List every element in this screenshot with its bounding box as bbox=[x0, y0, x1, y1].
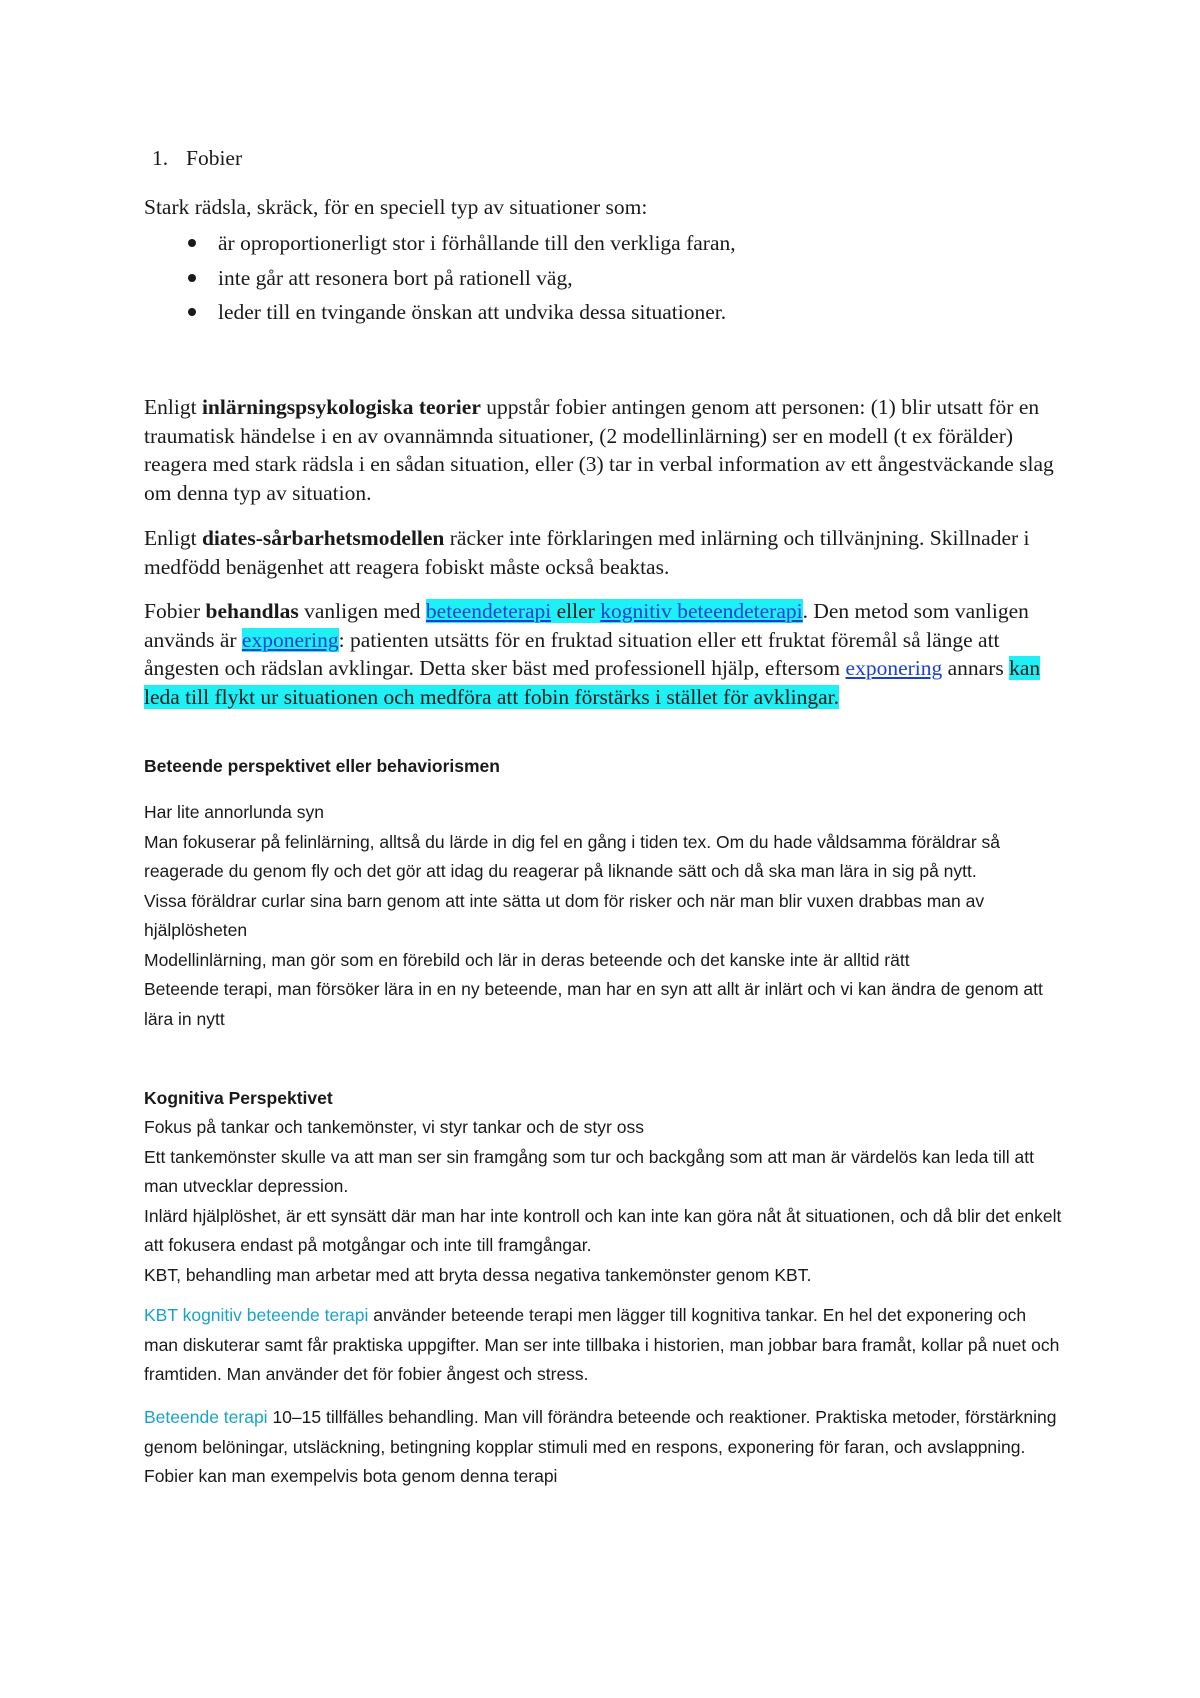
text-line: Vissa föräldrar curlar sina barn genom att inte sätta ut dom för risker och när man blir vuxen drabbas man av hjälplösheten bbox=[144, 890, 985, 940]
link-kognitiv-beteendeterapi[interactable]: kognitiv beteendeterapi bbox=[600, 599, 803, 623]
text-line: Fokus på tankar och tankemönster, vi styr tankar och de styr oss bbox=[144, 1117, 644, 1137]
text-line: Inlärd hjälplöshet, är ett synsätt där man har inte kontroll och kan inte kan göra nåt åt situationen, och då blir det enkelt att fokusera endast på motgångar och inte till framgångar. bbox=[144, 1205, 1062, 1255]
text-line: Modellinlärning, man gör som en förebild och lär in deras beteende och det kanske inte är alltid rätt bbox=[144, 949, 910, 970]
bullet-list bbox=[144, 229, 1044, 333]
list-number: 1. bbox=[152, 146, 169, 170]
paragraph-treatment bbox=[144, 597, 1064, 711]
list-item: är oproportionerligt stor i förhållande till den verkliga faran, bbox=[144, 229, 1044, 264]
text-line: Man fokuserar på felinlärning, alltså du lärde in dig fel en gång i tiden tex. Om du hade våldsamma föräldrar så reagerade du genom fly och det gör att idag du reagerar på liknande sätt och då ska man lära in sig på nytt. bbox=[144, 831, 1001, 881]
text-line: KBT, behandling man arbetar med att bryta dessa negativa tankemönster genom KBT. bbox=[144, 1264, 812, 1285]
para1-rest: uppstår fobier antingen genom att personen: (1) blir utsatt för en traumatisk händelse i en av ovannämnda situationer, (2 modellinlärning) ser en modell (t ex förälder) reagera med stark rädsla i en sådan situation, eller (3) tar in verbal information av ett ångestväckande slag om denna typ av situation. bbox=[144, 395, 1054, 505]
kbt-label: KBT kognitiv beteende terapi bbox=[144, 1305, 369, 1325]
paragraph-diathesis bbox=[144, 524, 1064, 581]
section-cognitive-body bbox=[144, 1113, 1064, 1290]
para3-text: Fobier bbox=[144, 599, 206, 623]
para3-text: vanligen med bbox=[298, 599, 426, 623]
para3-text: annars bbox=[942, 656, 1010, 680]
text-line: Ett tankemönster skulle va att man ser sin framgång som tur och backgång som att man är värdelös kan leda till att man utvecklar depression. bbox=[144, 1146, 1035, 1196]
para1-pre: Enligt bbox=[144, 395, 202, 419]
para2-bold: diates-sårbarhetsmodellen bbox=[201, 526, 445, 550]
paragraph-beteende-terapi bbox=[144, 1403, 1064, 1492]
para1-bold: inlärningspsykologiska teorier bbox=[201, 395, 481, 419]
beteende-terapi-text: 10–15 tillfälles behandling. Man vill förändra beteende och reaktioner. Praktiska metoder, förstärkning genom belöningar, utsläckning, betingning kopplar stimuli med en respons, exponering för faran, och avslappning. Fobier kan man exempelvis bota genom denna terapi bbox=[144, 1407, 1057, 1486]
text-line: Har lite annorlunda syn bbox=[144, 802, 324, 822]
link-exponering[interactable]: exponering bbox=[241, 627, 339, 652]
para3-bold: behandlas bbox=[205, 599, 299, 623]
heading-title: Fobier bbox=[186, 146, 243, 170]
beteende-terapi-label: Beteende terapi bbox=[144, 1407, 268, 1427]
para3-text: . Den metod som vanligen används är bbox=[144, 599, 1029, 652]
highlighted-text: kan leda till flykt ur situationen och medföra att fobin förstärks i stället för avklingar. bbox=[144, 656, 1041, 709]
para2-rest: räcker inte förklaringen med inlärning och tillvänjning. Skillnader i medfödd benägenhet att reagera fobiskt måste också beaktas. bbox=[144, 526, 1030, 579]
list-item: leder till en tvingande önskan att undvika dessa situationer. bbox=[144, 298, 1044, 333]
link-exponering-2[interactable]: exponering bbox=[845, 656, 943, 680]
section-behaviorism-body bbox=[144, 798, 1064, 1034]
text-line: Beteende terapi, man försöker lära in en ny beteende, man har en syn att allt är inlärt och vi kan ändra de genom att lära in nytt bbox=[144, 979, 1043, 1029]
list-item: inte går att resonera bort på rationell väg, bbox=[144, 264, 1044, 299]
numbered-heading bbox=[152, 144, 242, 173]
para2-pre: Enligt bbox=[144, 526, 202, 550]
intro-text: Stark rädsla, skräck, för en speciell typ av situationer som: bbox=[144, 195, 648, 219]
section-title-behaviorism: Beteende perspektivet eller behaviorismen bbox=[144, 756, 500, 776]
link-beteendeterapi[interactable]: beteendeterapi bbox=[425, 599, 552, 623]
section-title-cognitive: Kognitiva Perspektivet bbox=[144, 1088, 333, 1108]
paragraph-kbt bbox=[144, 1301, 1064, 1390]
para3-text: eller bbox=[551, 599, 601, 623]
kbt-text: använder beteende terapi men lägger till kognitiva tankar. En hel det exponering och man diskuterar samt får praktiska uppgifter. Man ser inte tillbaka i historien, man jobbar bara framåt, kollar på nuet och framtiden. Man använder det för fobier ångest och stress. bbox=[144, 1305, 1060, 1384]
para3-text: : patienten utsätts för en fruktad situation eller ett fruktat föremål så länge att ångesten och rädslan avklingar. Detta sker bäst med professionell hjälp, eftersom bbox=[144, 627, 1000, 680]
paragraph-learning-theories bbox=[144, 393, 1064, 507]
